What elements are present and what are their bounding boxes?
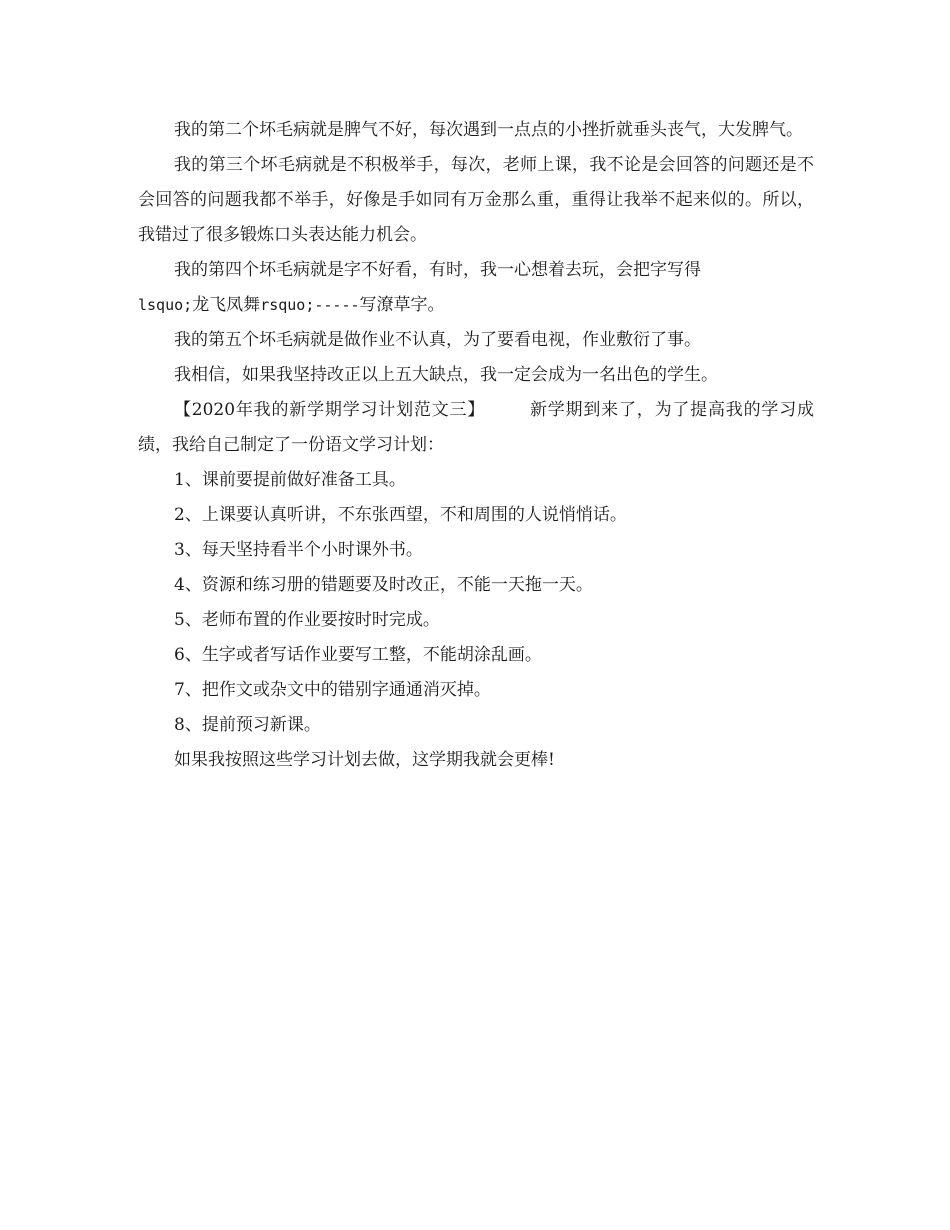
section-heading-title: 【2020年我的新学期学习计划范文三】 <box>174 400 486 420</box>
paragraph-belief: 我相信，如果我坚持改正以上五大缺点，我一定会成为一名出色的学生。 <box>174 365 718 385</box>
entity-rsquo: rsquo; <box>260 296 315 314</box>
plan-item-5: 5、老师布置的作业要按时时完成。 <box>174 610 440 630</box>
plan-item-2: 2、上课要认真听讲，不东张西望，不和周围的人说悄悄话。 <box>174 505 627 525</box>
plan-item-7: 7、把作文或杂文中的错别字通通消灭掉。 <box>174 680 491 700</box>
plan-item-4: 4、资源和练习册的错题要及时改正，不能一天拖一天。 <box>174 575 593 595</box>
plan-item-8: 8、提前预习新课。 <box>174 715 321 735</box>
plan-item-3: 3、每天坚持看半个小时课外书。 <box>174 540 423 560</box>
entity-dashes: ----- <box>314 296 360 314</box>
entity-lsquo: lsquo; <box>138 296 193 314</box>
section-heading-intro: 新学期到来了，为了提高我的学习成绩，我给自己制定了一份语文学习计划： <box>138 400 815 455</box>
plan-item-1: 1、课前要提前做好准备工具。 <box>174 470 406 490</box>
entity-line <box>138 288 814 323</box>
plan-item-6: 6、生字或者写话作业要写工整，不能胡涂乱画。 <box>174 645 542 665</box>
entity-tail-text: 写潦草字。 <box>359 295 445 315</box>
paragraph-bad-habit-5: 我的第五个坏毛病就是做作业不认真，为了要看电视，作业敷衍了事。 <box>174 330 701 350</box>
section-heading-paragraph <box>138 393 814 463</box>
paragraph-bad-habit-2: 我的第二个坏毛病就是脾气不好，每次遇到一点点的小挫折就垂头丧气，大发脾气。 <box>174 120 803 140</box>
document-body <box>138 113 814 778</box>
paragraph-bad-habit-3: 我的第三个坏毛病就是不积极举手，每次，老师上课，我不论是会回答的问题还是不会回答的问题我都不举手，好像是手如同有万金那么重，重得让我举不起来似的。所以，我错过了很多锻炼口头表达能力机会。 <box>138 155 814 245</box>
entity-middle-text: 龙飞凤舞 <box>192 295 261 315</box>
closing-paragraph: 如果我按照这些学习计划去做，这学期我就会更棒! <box>174 750 555 770</box>
paragraph-bad-habit-4: 我的第四个坏毛病就是字不好看，有时，我一心想着去玩，会把字写得 <box>174 260 701 280</box>
